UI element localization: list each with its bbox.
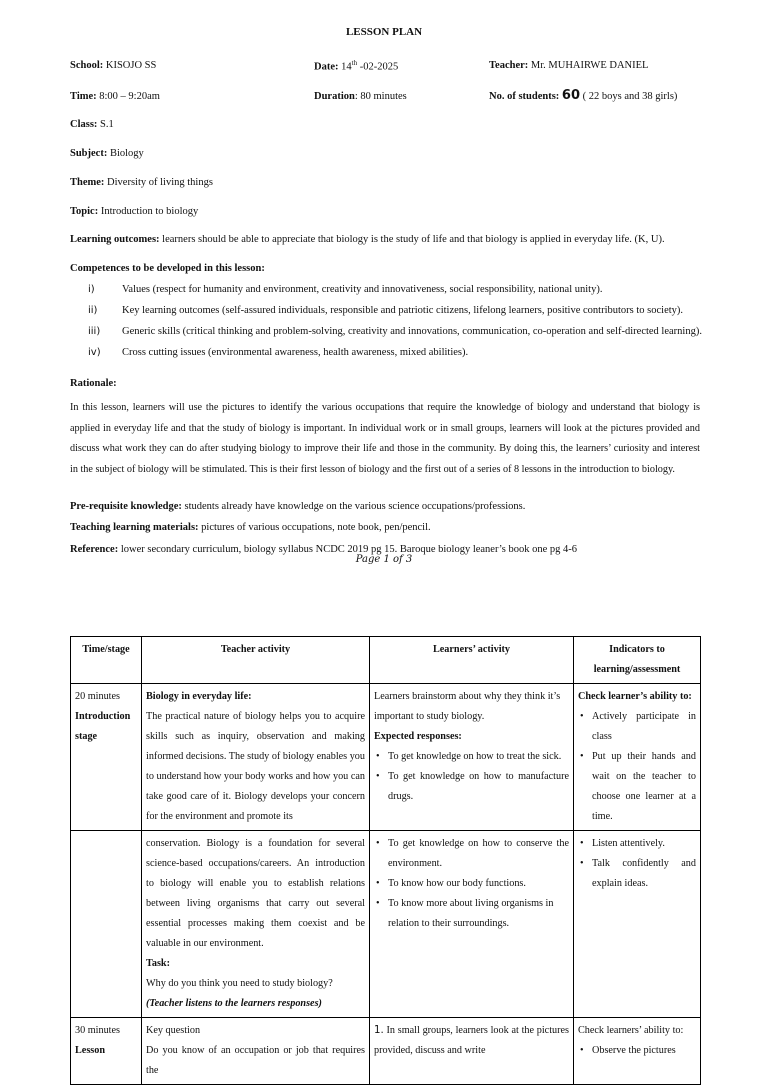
- learner-activity-cell: Learners brainstorm about why they think it’s important to study biology. Expected responses: • To get knowledge on how to treat the sick. • To get knowledge on how to manufacture drugs.: [370, 684, 574, 831]
- class-field: Class: S.1: [70, 119, 114, 130]
- topic-field: Topic: Introduction to biology: [70, 206, 199, 217]
- column-header: Indicators to learning/assessment: [574, 637, 701, 684]
- competence-item: iv) Cross cutting issues (environmental awareness, health awareness, mixed abilities).: [88, 347, 469, 358]
- outcomes-field: Learning outcomes: learners should be able to appreciate that biology is the study of life and that biology is applied in everyday life. (K, U).: [70, 234, 665, 245]
- list-item: • Put up their hands and wait on the teacher to choose one learner at a time.: [592, 747, 696, 827]
- competence-item: iii) Generic skills (critical thinking and problem-solving, creativity and innovations, communication, co-operation and self-directed learning).: [88, 326, 702, 337]
- school-field: School: KISOJO SS: [70, 60, 157, 71]
- indicator-cell: Check learners’ ability to: • Observe the pictures: [574, 1018, 701, 1085]
- competence-item: i) Values (respect for humanity and environment, creativity and innovativeness, social responsibility, national unity).: [88, 284, 603, 295]
- indicator-cell: [574, 831, 701, 1018]
- list-item: • To know how our body functions.: [388, 874, 569, 894]
- page-number: Page 1 of 3: [355, 554, 413, 565]
- list-item: • Listen attentively.: [592, 834, 696, 854]
- list-item: • Actively participate in class: [592, 707, 696, 747]
- time-stage-cell: 30 minutes Lesson: [71, 1018, 142, 1085]
- competences-heading: Competences to be developed in this lesson:: [70, 263, 265, 274]
- time-field: Time: 8:00 – 9:20am: [70, 91, 160, 102]
- subject-field: Subject: Biology: [70, 148, 144, 159]
- theme-field: Theme: Diversity of living things: [70, 177, 213, 188]
- column-header: Teacher activity: [142, 637, 370, 684]
- duration-field: Duration: 80 minutes: [314, 91, 407, 102]
- reference-field: Reference: lower secondary curriculum, biology syllabus NCDC 2019 pg 15. Baroque biology leaner’s book one pg 4-6: [70, 544, 578, 555]
- page-title: LESSON PLAN: [345, 26, 423, 38]
- column-header: Time/stage: [71, 637, 142, 684]
- learner-activity-cell: 1. In small groups, learners look at the pictures provided, discuss and write: [370, 1018, 574, 1085]
- competence-item: ii) Key learning outcomes (self-assured individuals, responsible and patriotic citizens, lifelong learners, positive contributors to society).: [88, 305, 684, 316]
- table-row: [71, 1018, 701, 1085]
- teacher-activity-cell: Key question Do you know of an occupation or job that requires the: [142, 1018, 370, 1085]
- table-row: [71, 684, 701, 831]
- teacher-activity-cell: Biology in everyday life: The practical nature of biology helps you to acquire skills such as inquiry, observation and making informed decisions. The study of biology enables you to understand how your body works and how you can take good care of it. Biology develops your concern for the environment and promote its: [142, 684, 370, 831]
- rationale-text: In this lesson, learners will use the pictures to identify the various occupations that require the knowledge of biology and understand that biology is applied in everyday life and that the study of biology is important. In individual work or in small groups, learners will look at the pictures provided and discuss what work they can do after studying biology to improve their life and those in the community. By doing this, the learners’ curiosity and interest in the subject of biology will be stimulated. This is their first lesson of biology and the first out of a series of 8 lessons in the introduction to biology.: [70, 402, 700, 475]
- teacher-activity-cell: conservation. Biology is a foundation for several science-based occupations/careers. An introduction to biology will enable you to establish relations between living organisms that carry out several essential processes making them coexist and be valuable in our environment. Task: Why do you think you need to study biology? (Teacher listens to the learners responses): [142, 831, 370, 1018]
- list-item: • To know more about living organisms in relation to their surroundings.: [388, 894, 569, 934]
- list-item: • To get knowledge on how to treat the sick.: [388, 747, 569, 767]
- time-stage-cell: 20 minutes Introduction stage: [71, 684, 142, 831]
- list-item: • Talk confidently and explain ideas.: [592, 854, 696, 894]
- column-header: Learners’ activity: [370, 637, 574, 684]
- list-item: • To get knowledge on how to conserve the environment.: [388, 834, 569, 874]
- list-item: • To get knowledge on how to manufacture drugs.: [388, 767, 569, 807]
- prerequisite-field: Pre-requisite knowledge: students already have knowledge on the various science occupations/professions.: [70, 501, 526, 512]
- teacher-field: Teacher: Mr. MUHAIRWE DANIEL: [489, 60, 649, 71]
- indicator-cell: Check learner’s ability to: • Actively participate in class • Put up their hands and wait on the teacher to choose one learner at a time.: [574, 684, 701, 831]
- list-item: • Observe the pictures: [592, 1041, 696, 1061]
- date-field: Date: 14th -02-2025: [314, 59, 399, 73]
- table-row: [71, 831, 701, 1018]
- rationale-heading: Rationale:: [70, 378, 117, 389]
- table-header-row: [71, 637, 701, 684]
- learner-activity-cell: [370, 831, 574, 1018]
- materials-field: Teaching learning materials: pictures of various occupations, note book, pen/pencil.: [70, 522, 431, 533]
- lesson-table: [70, 636, 701, 1085]
- students-field: No. of students: 60 ( 22 boys and 38 girls): [489, 88, 678, 103]
- time-stage-cell: [71, 831, 142, 1018]
